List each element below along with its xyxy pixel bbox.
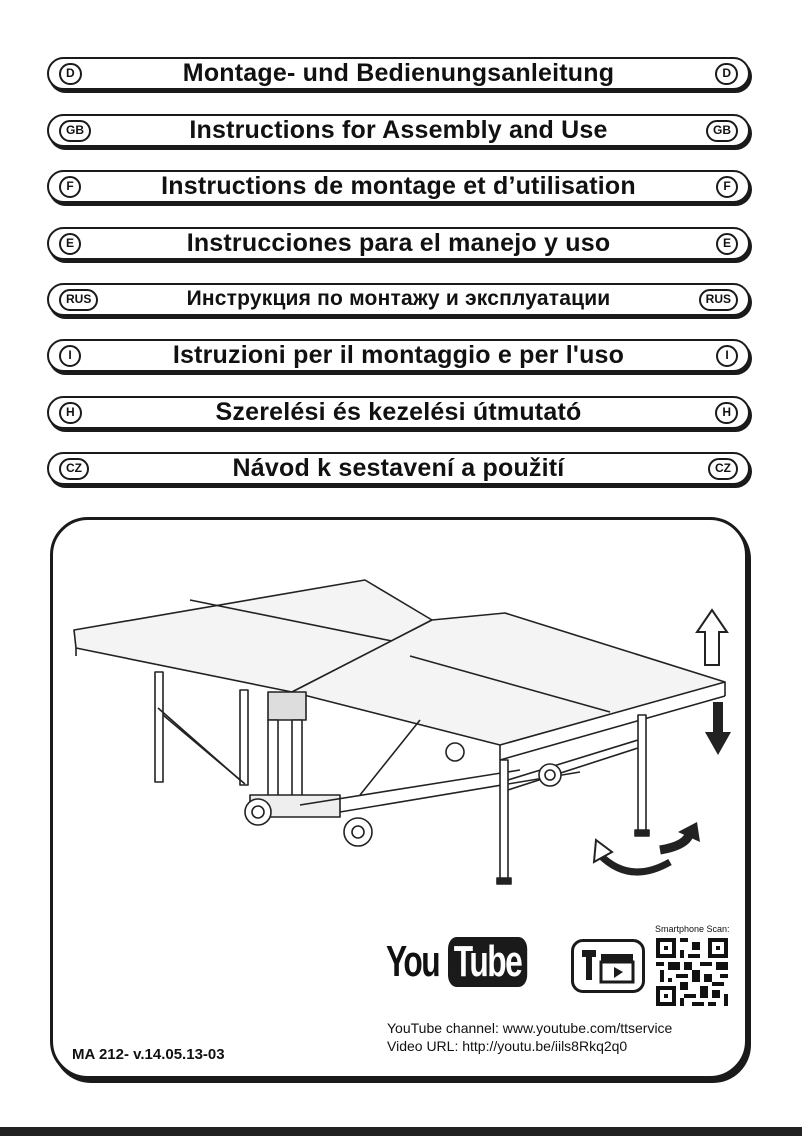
lang-badge-right: D — [715, 63, 738, 85]
lang-title: Instructions for Assembly and Use — [189, 116, 608, 144]
scan-label: Smartphone Scan: — [655, 924, 730, 934]
document-code: MA 212- v.14.05.13-03 — [72, 1046, 225, 1063]
lang-badge-left: GB — [59, 120, 91, 142]
lang-badge-left: CZ — [59, 458, 89, 480]
lang-title: Szerelési és kezelési útmutató — [215, 398, 582, 426]
lang-badge-right: F — [716, 176, 738, 198]
lang-badge-left: I — [59, 345, 81, 367]
lang-badge-right: GB — [706, 120, 738, 142]
lang-title: Instructions de montage et d’utilisation — [161, 172, 636, 200]
lang-badge-left: H — [59, 402, 82, 424]
youtube-channel-text[interactable]: YouTube channel: www.youtube.com/ttservice — [387, 1020, 673, 1036]
lang-badge-right: I — [716, 345, 738, 367]
youtube-logo-tube: Tube — [448, 937, 527, 987]
lang-title: Istruzioni per il montaggio e per l'uso — [172, 341, 625, 369]
youtube-logo[interactable] — [386, 939, 558, 985]
tools-video-icon — [571, 939, 645, 993]
youtube-logo-you: You — [386, 937, 440, 986]
lang-badge-left: D — [59, 63, 82, 85]
lang-badge-left: RUS — [59, 289, 98, 311]
video-url-text[interactable]: Video URL: http://youtu.be/iils8Rkq2q0 — [387, 1038, 628, 1054]
lang-badge-left: F — [59, 176, 81, 198]
lang-badge-right: E — [716, 233, 738, 255]
lang-badge-right: CZ — [708, 458, 738, 480]
lang-badge-right: H — [715, 402, 738, 424]
lang-badge-left: E — [59, 233, 81, 255]
lang-title: Instrucciones para el manejo y uso — [186, 229, 611, 257]
lang-title: Návod k sestavení a použití — [232, 454, 565, 482]
lang-title: Montage- und Bedienungsanleitung — [182, 59, 615, 87]
lang-title: Инструкция по монтажу и эксплуатации — [186, 287, 611, 310]
lang-badge-right: RUS — [699, 289, 738, 311]
qr-code-icon[interactable] — [656, 938, 728, 1006]
bottom-band — [0, 1127, 802, 1136]
